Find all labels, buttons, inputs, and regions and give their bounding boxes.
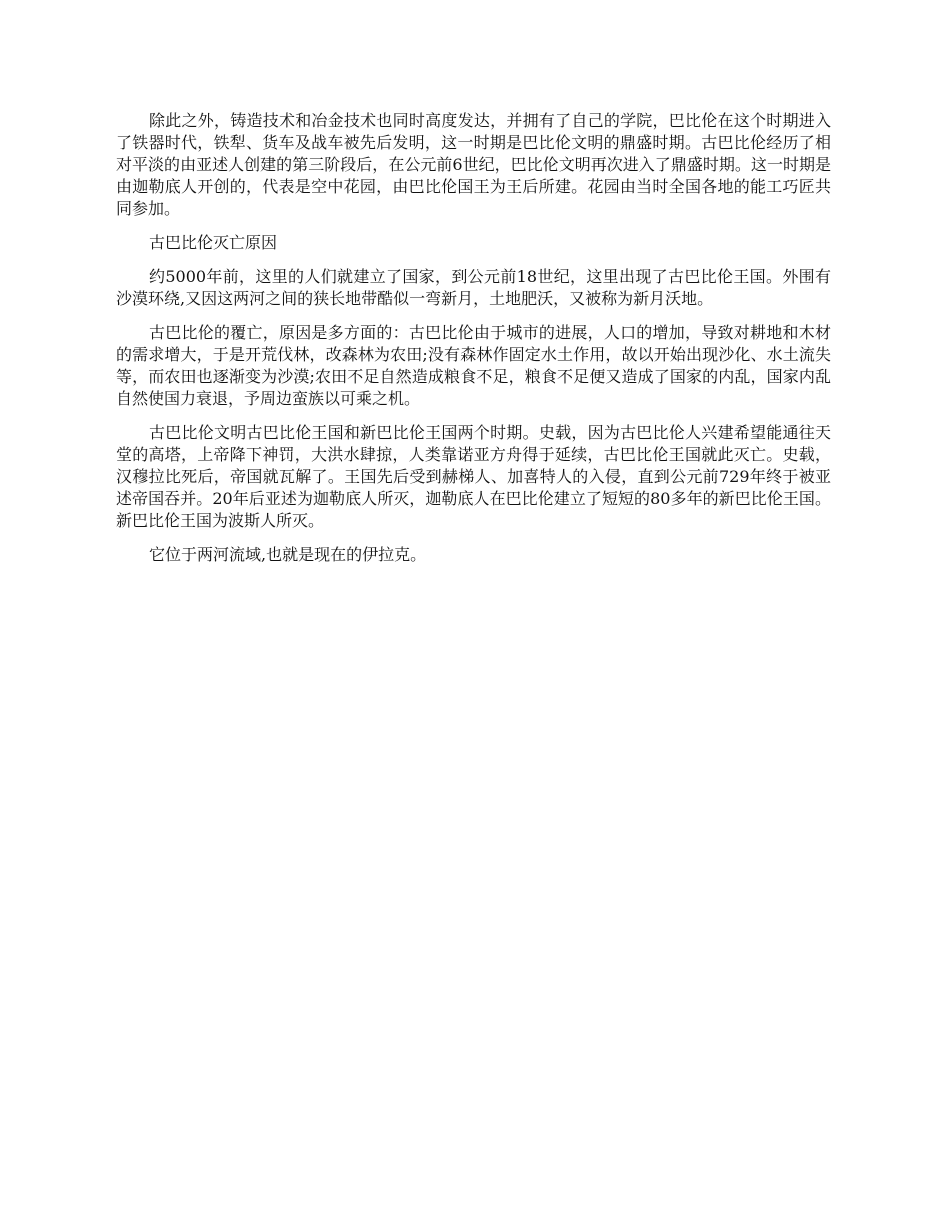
paragraph-location: 它位于两河流域,也就是现在的伊拉克。: [149, 545, 427, 564]
paragraph-causes: 古巴比伦的覆亡，原因是多方面的：古巴比伦由于城市的进展，人口的增加，导致对耕地和木材的需求增大，于是开荒伐林，改森林为农田;没有森林作固定水土作用，故以开始出现沙化、水土流失等，而农田也逐渐变为沙漠;农田不足自然造成粮食不足，粮食不足便又造成了国家的内乱，国家内乱自然使国力衰退，予周边蛮族以可乘之机。: [116, 323, 831, 408]
paragraph-history: 古巴比伦文明古巴比伦王国和新巴比伦王国两个时期。史载，因为古巴比伦人兴建希望能通往天堂的高塔，上帝降下神罚，大洪水肆掠，人类靠诺亚方舟得于延续，古巴比伦王国就此灭亡。史载，汉穆拉比死后，帝国就瓦解了。王国先后受到赫梯人、加喜特人的入侵，直到公元前729年终于被亚述帝国吞并。20年后亚述为迦勒底人所灭，迦勒底人在巴比伦建立了短短的80多年的新巴比伦王国。新巴比伦王国为波斯人所灭。: [116, 423, 831, 530]
paragraph-metallurgy: 除此之外，铸造技术和冶金技术也同时高度发达，并拥有了自己的学院，巴比伦在这个时期进入了铁器时代，铁犁、货车及战车被先后发明，这一时期是巴比伦文明的鼎盛时期。古巴比伦经历了相对平淡的由亚述人创建的第三阶段后，在公元前6世纪，巴比伦文明再次进入了鼎盛时期。这一时期是由迦勒底人开创的，代表是空中花园，由巴比伦国王为王后所建。花园由当时全国各地的能工巧匠共同参加。: [116, 111, 831, 218]
document-body: [116, 110, 831, 578]
paragraph-founding: 约5000年前，这里的人们就建立了国家，到公元前18世纪，这里出现了古巴比伦王国。外围有沙漠环绕,又因这两河之间的狭长地带酷似一弯新月，土地肥沃，又被称为新月沃地。: [116, 267, 831, 308]
section-heading-fall-reasons: 古巴比伦灭亡原因: [149, 233, 278, 252]
